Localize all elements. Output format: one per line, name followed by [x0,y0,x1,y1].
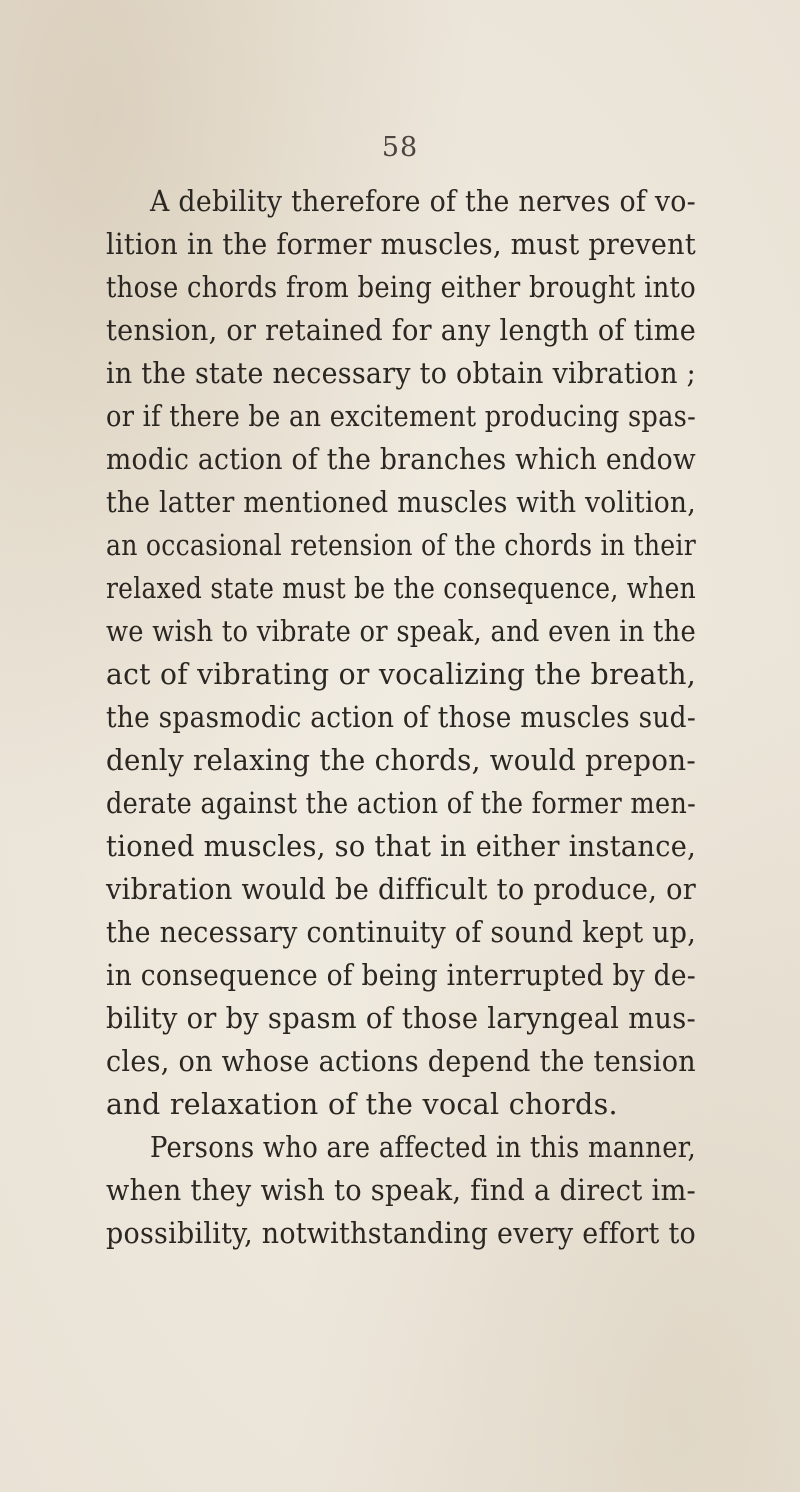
text-line: denly relaxing the chords, would prepon- [106,744,697,777]
text-line: in the state necessary to obtain vibration ; [106,357,696,390]
text-line: bility or by spasm of those laryngeal mus- [106,1002,696,1035]
text-line: lition in the former muscles, must prevent [106,228,696,261]
text-line: cles, on whose actions depend the tension [106,1045,696,1078]
text-line: the spasmodic action of those muscles sud- [106,701,696,734]
text-line: A debility therefore of the nerves of vo- [150,185,696,218]
text-line: vibration would be difficult to produce, or [106,873,696,906]
text-line: in consequence of being interrupted by de- [106,959,697,992]
text-line: an occasional retension of the chords in their [106,529,696,562]
text-line: possibility, notwithstanding every effort to [106,1217,697,1250]
text-line: act of vibrating or vocalizing the breath, [106,658,697,691]
text-line: Persons who are affected in this manner, [150,1131,697,1164]
text-line: the latter mentioned muscles with volition, [106,486,697,519]
text-line: when they wish to speak, find a direct im- [106,1174,697,1207]
text-line: relaxed state must be the consequence, when [106,572,696,605]
text-line: the necessary continuity of sound kept up, [106,916,697,949]
text-line: or if there be an excitement producing spas- [106,400,697,433]
text-line: modic action of the branches which endow [106,443,697,476]
text-line: those chords from being either brought into [106,271,697,304]
page-number: 58 [381,132,419,163]
text-line: and relaxation of the vocal chords. [106,1088,618,1121]
text-line: tension, or retained for any length of time [106,314,697,347]
text-line: tioned muscles, so that in either instance, [106,830,697,863]
text-line: we wish to vibrate or speak, and even in the [106,615,697,648]
text-line: derate against the action of the former men- [106,787,697,820]
